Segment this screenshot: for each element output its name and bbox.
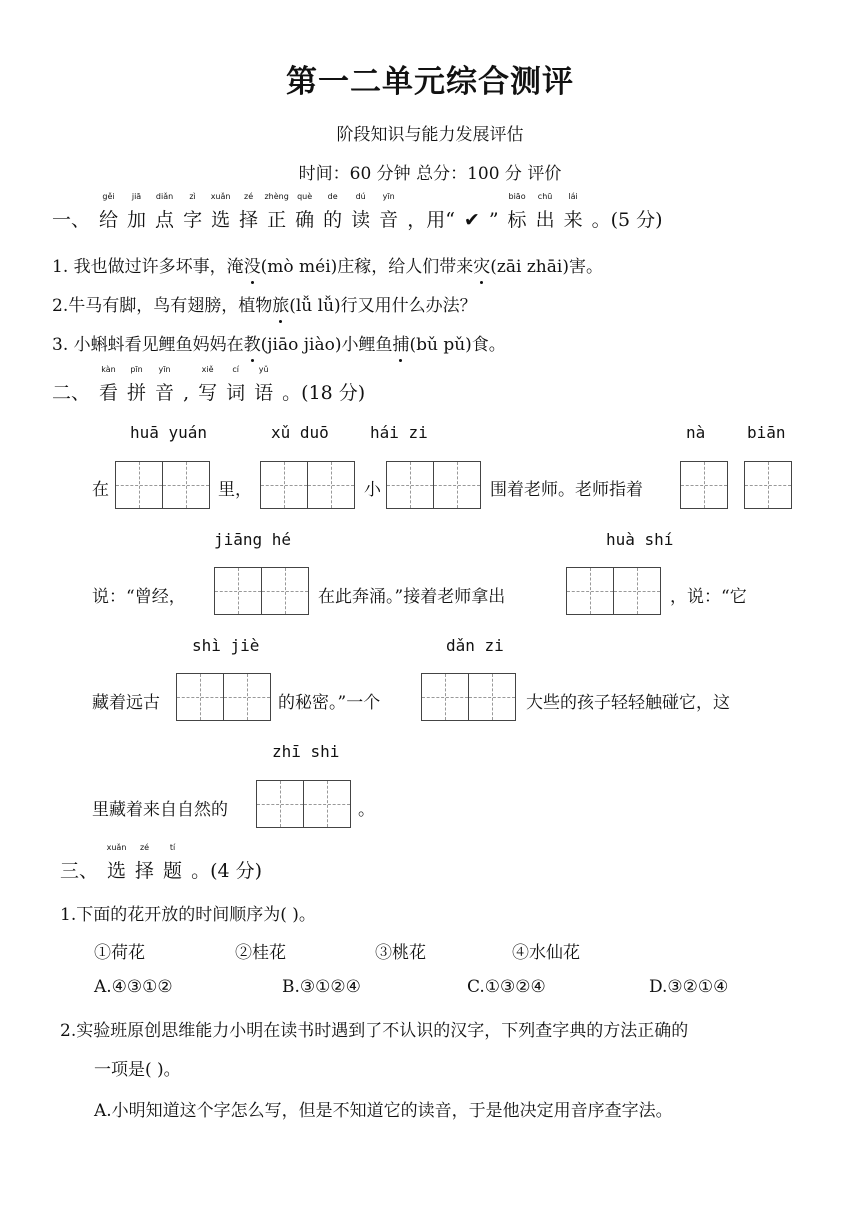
answer-grid-na[interactable] <box>680 461 727 509</box>
page-subtitle: 阶段知识与能力发展评估 <box>336 125 524 145</box>
s1-word-2: jiā 加 <box>127 192 147 231</box>
section-1-heading <box>52 192 672 232</box>
pinyin-huayuan: huā yuán <box>130 423 208 442</box>
s1-pinyin-15: biāo <box>508 192 526 201</box>
answer-grid-bian[interactable] <box>744 461 791 509</box>
text-benyong: 在此奔涌。”接着老师拿出 <box>318 587 506 607</box>
s2-word-7: yǔ 语 <box>254 365 274 404</box>
s1-word-8: què 确 <box>295 192 315 231</box>
s3-word-0: 三、 <box>60 860 99 882</box>
text-end: 。 <box>358 800 375 820</box>
pinyin-zhishi: zhī shi <box>272 742 340 761</box>
s1-pinyin-9: de <box>327 192 338 201</box>
s1-pinyin-8: què <box>297 192 313 201</box>
s3-word-1: xuǎn 选 <box>106 843 127 882</box>
s3-pinyin-2: zé <box>139 843 150 852</box>
s1-pinyin-16: chū <box>537 192 553 201</box>
section-3-heading <box>60 843 271 883</box>
s3-word-2: zé 择 <box>135 843 155 882</box>
pinyin-xuduo: xǔ duō <box>271 423 329 442</box>
s2-word-8: 。(18 分) <box>282 382 366 404</box>
s1-pinyin-4: zì <box>189 192 196 201</box>
answer-grid-jianghe[interactable] <box>214 567 307 615</box>
flower-3: ③桃花 <box>375 943 426 963</box>
option-d[interactable]: D.③②①④ <box>649 977 729 997</box>
s2-pinyin-7: yǔ <box>258 365 269 374</box>
pinyin-huashi: huà shí <box>606 530 674 549</box>
s2-pinyin-1: kàn <box>101 365 116 374</box>
s1-pinyin-6: zé <box>244 192 254 201</box>
s1-question-3: 3. 小蝌蚪看见鲤鱼妈妈在教(jiāo jiào)小鲤鱼捕(bǔ pǔ)食。 <box>52 335 506 355</box>
s3-word-4: 。(4 分) <box>191 860 263 882</box>
s1-question-2: 2.牛马有脚，鸟有翅膀，植物旅(lǚ lǚ)行又用什么办法？ <box>52 296 477 316</box>
s1-word-7: zhèng 正 <box>264 192 289 231</box>
s1-question-1: 1. 我也做过许多坏事，淹没(mò méi)庄稼，给人们带来灾(zāi zhāi)害。 <box>52 257 603 277</box>
s1-pinyin-17: lái <box>568 192 578 201</box>
s1-word-14: ” <box>488 209 499 231</box>
option-c[interactable]: C.①③②④ <box>467 977 546 997</box>
exam-meta: 时间：60 分钟 总分：100 分 评价 <box>298 164 562 184</box>
s2-word-2: pīn 拼 <box>127 365 147 404</box>
flower-1: ①荷花 <box>94 943 145 963</box>
option-a[interactable]: A.④③①② <box>94 977 173 997</box>
s1-pinyin-5: xuǎn <box>210 192 231 201</box>
s2-word-6: cí 词 <box>226 365 246 404</box>
pinyin-na: nà <box>686 423 706 442</box>
s1-pinyin-7: zhèng <box>264 192 289 201</box>
text-xiao: 小 <box>364 480 381 500</box>
text-lizang: 里藏着来自自然的 <box>92 800 228 820</box>
s1-word-10: dú 读 <box>351 192 371 231</box>
s3-pinyin-1: xuǎn <box>106 843 127 852</box>
s2-word-4: , <box>183 382 190 404</box>
s3-question-2-cont: 一项是( )。 <box>94 1060 181 1080</box>
s1-word-15: biāo 标 <box>507 192 527 231</box>
s1-word-1: gěi 给 <box>99 192 119 231</box>
text-shuo: 说：“曾经， <box>92 587 186 607</box>
s1-word-17: lái 来 <box>563 192 583 231</box>
s2-word-0: 二、 <box>52 382 91 404</box>
s1-word-18: 。(5 分) <box>591 209 663 231</box>
s3-q2-option-a[interactable]: A.小明知道这个字怎么写，但是不知道它的读音，于是他决定用音序查字法。 <box>94 1101 673 1121</box>
s1-word-13: ✔ <box>463 209 480 231</box>
flower-2: ②桂花 <box>235 943 286 963</box>
answer-grid-xuduo[interactable] <box>260 461 353 509</box>
answer-grid-danzi[interactable] <box>421 673 514 721</box>
s2-word-5: xiě 写 <box>198 365 218 404</box>
s1-word-9: de 的 <box>323 192 343 231</box>
s2-pinyin-6: cí <box>232 365 239 374</box>
s1-word-0: 一、 <box>52 209 91 231</box>
s1-pinyin-2: jiā <box>131 192 142 201</box>
page-title: 第一二单元综合测评 <box>286 64 574 100</box>
pinyin-danzi: dǎn zi <box>446 636 504 655</box>
s1-pinyin-10: dú <box>355 192 366 201</box>
s1-word-16: chū 出 <box>535 192 555 231</box>
section-2-heading <box>52 365 374 405</box>
answer-grid-huashi[interactable] <box>566 567 659 615</box>
pinyin-bian: biān <box>747 423 786 442</box>
s3-word-3: tí 题 <box>163 843 183 882</box>
s2-pinyin-5: xiě <box>201 365 214 374</box>
answer-grid-huayuan[interactable] <box>115 461 208 509</box>
s3-pinyin-3: tí <box>169 843 176 852</box>
text-weizhe: 围着老师。老师指着 <box>490 480 643 500</box>
s1-word-6: zé 择 <box>239 192 259 231</box>
s1-word-12: ，用“ <box>407 209 455 231</box>
s2-pinyin-2: pīn <box>130 365 143 374</box>
text-shuota: ，说：“它 <box>670 587 747 607</box>
s1-pinyin-3: diǎn <box>155 192 174 201</box>
option-b[interactable]: B.③①②④ <box>282 977 361 997</box>
text-cangzhe: 藏着远古 <box>92 693 160 713</box>
s1-word-3: diǎn 点 <box>155 192 175 231</box>
s1-pinyin-1: gěi <box>102 192 115 201</box>
s3-question-1: 1.下面的花开放的时间顺序为( )。 <box>60 905 316 925</box>
s1-pinyin-11: yīn <box>382 192 395 201</box>
pinyin-jianghe: jiāng hé <box>214 530 292 549</box>
pinyin-haizi: hái zi <box>370 423 428 442</box>
s2-word-1: kàn 看 <box>99 365 119 404</box>
s1-word-4: zì 字 <box>183 192 203 231</box>
text-mimi: 的秘密。”一个 <box>278 693 381 713</box>
flower-4: ④水仙花 <box>512 943 580 963</box>
s1-word-11: yīn 音 <box>379 192 399 231</box>
s2-word-3: yīn 音 <box>155 365 175 404</box>
pinyin-shijie: shì jiè <box>192 636 260 655</box>
answer-grid-haizi[interactable] <box>386 461 479 509</box>
text-li: 里， <box>218 480 252 500</box>
s3-question-2: 2.实验班原创思维能力小明在读书时遇到了不认识的汉字，下列查字典的方法正确的 <box>60 1021 689 1041</box>
s2-pinyin-3: yīn <box>158 365 171 374</box>
answer-grid-shijie[interactable] <box>176 673 269 721</box>
answer-grid-zhishi[interactable] <box>256 780 349 828</box>
text-zai: 在 <box>92 480 109 500</box>
text-dahe: 大些的孩子轻轻触碰它，这 <box>526 693 730 713</box>
s1-word-5: xuǎn 选 <box>210 192 231 231</box>
